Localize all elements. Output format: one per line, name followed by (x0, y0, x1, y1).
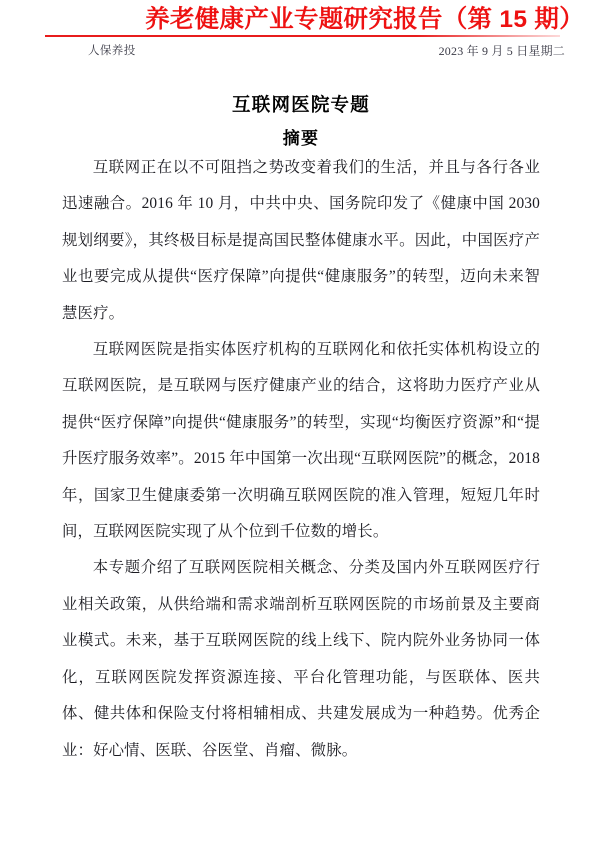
section-heading-abstract: 摘要 (282, 129, 320, 149)
publisher-name: 人保养投 (88, 45, 136, 57)
report-series-title: 养老健康产业专题研究报告（第 15 期） (145, 6, 584, 33)
abstract-body (62, 150, 540, 769)
paragraph: 互联网医院是指实体医疗机构的互联网化和依托实体机构设立的互联网医院，是互联网与医疗健康产业的结合，这将助力医疗产业从提供“医疗保障”向提供“健康服务”的转型，实现“均衡医疗资源”和“提升医疗服务效率”。2015 年中国第一次出现“互联网医院”的概念，2018 年，国家卫生健康委第一次明确互联网医院的准入管理，短短几年时间，互联网医院实现了从个位到千位数的增长。 (62, 341, 540, 541)
publication-date: 2023 年 9 月 5 日星期二 (438, 44, 565, 58)
paragraph: 互联网正在以不可阻挡之势改变着我们的生活，并且与各行各业迅速融合。2016 年 10 月，中共中央、国务院印发了《健康中国 2030 规划纲要》，其终极目标是提高国民整体健康水平。因此，中国医疗产业也要完成从提供“医疗保障”向提供“健康服务”的转型，迈向未来智慧医疗。 (62, 159, 540, 322)
masthead-meta-row (0, 40, 602, 62)
paragraph: 本专题介绍了互联网医院相关概念、分类及国内外互联网医疗行业相关政策，从供给端和需求端剖析互联网医院的市场前景及主要商业模式。未来，基于互联网医院的线上线下、院内院外业务协同一体化，互联网医院发挥资源连接、平台化管理功能，与医联体、医共体、健共体和保险支付将相辅相成、共建发展成为一种趋势。优秀企业：好心情、医联、谷医堂、肖瘤、微脉。 (62, 559, 540, 759)
document-title: 互联网医院专题 (232, 94, 370, 116)
masthead-divider (45, 35, 560, 37)
masthead (0, 0, 602, 58)
